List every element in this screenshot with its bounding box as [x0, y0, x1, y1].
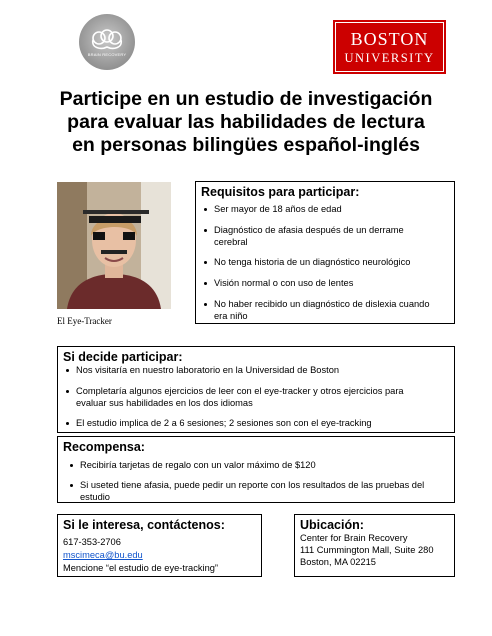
bu-logo-line2: UNIVERSITY: [344, 51, 435, 65]
participation-item: Nos visitaría en nuestro laboratorio en la Universidad de Boston: [76, 364, 339, 376]
requirement-item: Diagnóstico de afasia después de un derrame cerebral: [214, 224, 404, 248]
boston-university-logo: [333, 20, 446, 74]
contact-phone: 617-353-2706: [63, 537, 121, 547]
title-line-3: en personas bilingües español-inglés: [72, 134, 420, 156]
reward-heading: Recompensa:: [63, 440, 145, 454]
contact-note: Mencione “el estudio de eye-tracking”: [63, 563, 219, 573]
eye-tracker-photo: [57, 182, 171, 309]
location-line-2: 111 Cummington Mall, Suite 280: [300, 545, 434, 555]
contact-box: [57, 514, 262, 577]
location-heading: Ubicación:: [300, 518, 364, 532]
participation-item: Completaría algunos ejercicios de leer con el eye-tracker y otros ejercicios para evaluar sus habilidades en los dos idiomas: [76, 385, 404, 409]
participation-box: [57, 346, 455, 433]
brain-icon: [79, 14, 135, 70]
title-line-2: para evaluar las habilidades de lectura: [67, 111, 425, 133]
contact-heading: Si le interesa, contáctenos:: [63, 518, 225, 532]
location-box: [294, 514, 455, 577]
location-line-1: Center for Brain Recovery: [300, 533, 408, 543]
participation-item: El estudio implica de 2 a 6 sesiones; 2 sesiones son con el eye-tracking: [76, 417, 372, 429]
requirements-box: [195, 181, 455, 324]
reward-item: Si useted tiene afasia, puede pedir un reporte con los resultados de las pruebas del estudio: [80, 479, 424, 503]
contact-email-link[interactable]: mscimeca@bu.edu: [63, 550, 143, 560]
page-title: [30, 88, 462, 157]
reward-item: Recibiría tarjetas de regalo con un valor máximo de $120: [80, 459, 316, 471]
participation-heading: Si decide participar:: [63, 350, 183, 364]
requirement-item: No tenga historia de un diagnóstico neurológico: [214, 256, 410, 268]
cbr-logo: [79, 14, 135, 70]
requirement-item: Visión normal o con uso de lentes: [214, 277, 353, 289]
requirements-heading: Requisitos para participar:: [201, 185, 360, 199]
photo-caption: El Eye-Tracker: [57, 316, 112, 326]
reward-box: [57, 436, 455, 503]
title-line-1: Participe en un estudio de investigación: [59, 88, 433, 110]
cbr-logo-text: BRAIN RECOVERY: [87, 52, 127, 57]
requirement-item: Ser mayor de 18 años de edad: [214, 203, 342, 215]
location-line-3: Boston, MA 02215: [300, 557, 376, 567]
requirement-item: No haber recibido un diagnóstico de dislexia cuando era niño: [214, 298, 430, 322]
bu-logo-line1: BOSTON: [350, 29, 429, 49]
